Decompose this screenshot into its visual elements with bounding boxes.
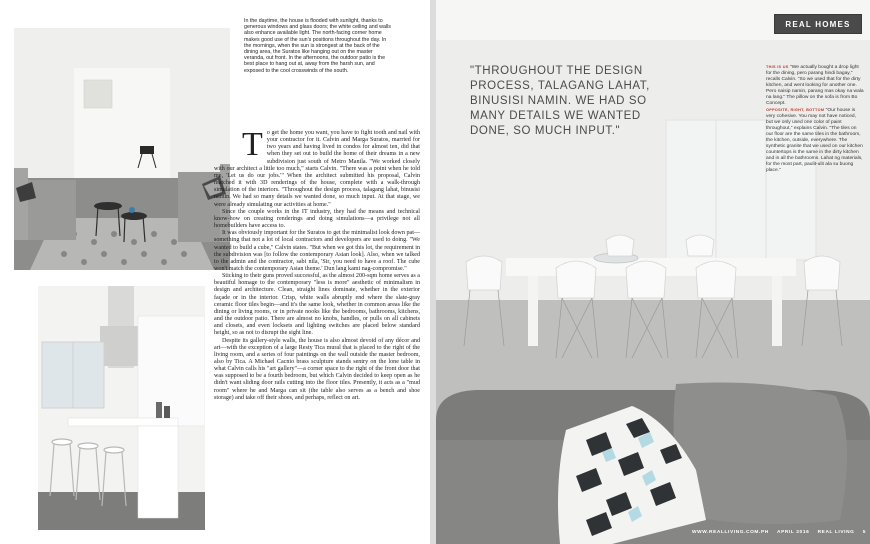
section-tag: REAL HOMES [774, 14, 862, 34]
sidebar-caption [766, 64, 864, 107]
right-page [436, 0, 870, 544]
sidebar-caption-label: THIS IS US [766, 65, 789, 69]
article-body [214, 126, 420, 402]
page-footer [692, 530, 866, 535]
photo-caption: In the daytime, the house is flooded with sunlight, thanks to generous windows and glass doors; the white ceiling and walls also enhance available light. The north-facing corner home makes good use of the sun's positions throughout the day. In the mornings, when the sun is strongest at the back of the dining area, the Suratos like hanging out on the master veranda, out front. In the afternoons, the outdoor patio is the best place to hang out at, away from the harsh sun, and exposed to the cool crosswinds of the south. [244, 18, 391, 74]
article-paragraph [214, 126, 420, 209]
left-page [0, 0, 430, 544]
article-paragraph: Sticking to their guns proved successful, as the almost 200-sqm home serves as a beautiful homage to the contemporary "less is more" aesthetic of minimalism in design and architecture. Clean, straight lines dominate, whether in the exterior façade or in the interior. Crisp, white walls abruptly end where the slate-gray ceramic floor tiles begin—and it's the same look, whether in common areas like the dining or living rooms, or in private nooks like the bedrooms, bathrooms, kitchens, and the outdoor patio. There are almost no knobs, handles, or pulls on all cabinets and closets, and even locksets and lighting switches are placed below standard height, so as not to disrupt the sight line. [214, 273, 420, 337]
article-paragraph: Since the couple works in the IT industry, they had the means and technical know-how on creating renderings and doing simulations—a privilege not all homebuilders have access to. [214, 208, 420, 230]
article-paragraph: It was obviously important for the Suratos to get the minimalist look down pat—something that not a lot of local contractors and developers are used to doing. "We wanted to build a cube," Calvin states. "But when we got this lot, the requirement in the subdivision was [to follow the contemporary Asian look]. Also, when we talked to the admin and the contractor, sabi nila, 'Sir, you need to have a roof. The cube won't match the contemporary Asian theme.' Dun lang kami nag-compromise." [214, 230, 420, 272]
sidebar-caption-label: OPPOSITE, RIGHT, BOTTOM [766, 108, 825, 112]
drop-cap: T [242, 126, 263, 163]
footer-issue: APRIL 2016 [777, 530, 810, 535]
sidebar-caption-text: "Our house is very cohesive. You may not have noticed, but we only used one color of paint throughout," explains Calvin. "The tiles on our floor are the same tiles in the bathroom, the kitchen, outside, everywhere. The synthetic granite that we used on our kitchen countertops is the same in the dirty kitchen and in all the bathrooms. Lahat ng materials, for the most part, paulit-ulit ala su buong place." [766, 108, 863, 173]
article-paragraph-text: o get the home you want, you have to fight tooth and nail with your contractor for it. Calvin and Marga Suratos, married for two years and having lived in condos for almost ten, did that when they set out to build the home of their dreams in a new subdivision just south of Metro Manila. "We worked closely with our architect a little too much," starts Calvin. "There was a point when he told me, 'Let us do our jobs.'" When the architect submitted his proposal, Calvin matched it with 3D renderings of the house, complete with a walk-through simulation of the interiors. "Throughout the design process, talagang lahat, binusisi namin. We had so many details we wanted done, so much input. At that stage, we were already simulating our activities at home." [214, 130, 420, 208]
pull-quote: "THROUGHOUT THE DESIGN PROCESS, TALAGANG LAHAT, BINUSISI NAMIN. WE HAD SO MANY DETAILS WE WANTED DONE, SO MUCH INPUT." [470, 65, 650, 137]
sidebar-caption-text: "We actually bought a drop light for the dining, pero parang hindi bagay," recalls Calvin. "So we used that for the dirty kitchen, and went looking for another one. Pero naisip namin, parang mas okay na wala na lang." The pillow on the sofa is from Bo Concept. [766, 65, 864, 106]
sidebar-captions [766, 64, 864, 174]
living-room-photo [14, 28, 230, 270]
footer-brand: REAL LIVING [817, 530, 855, 535]
article-paragraph: Despite its gallery-style walls, the house is also almost devoid of any décor and art—with the exception of a large Resty Tica mural that is placed to the right of the living room, and a series of four paintings on the wall outside the master bedroom, also by Tica. A Michael Cacnio brass sculpture stands sentry on the lone table in what Calvin calls his "art gallery"—a corner space to the right of the front door that was supposed to be a fourth bedroom, but which Calvin decided to keep open as he didn't want sliding door rails cutting into the floor tiles. Presently, it acts as a "mud room" where he and Marga can sit (the table also serves as a bench and shoe storage) and take off their shoes, and perhaps, reflect on art. [214, 337, 420, 401]
footer-site: WWW.REALLIVING.COM.PH [692, 530, 769, 535]
kitchen-photo [38, 286, 205, 530]
sidebar-caption [766, 107, 864, 174]
page-number: 5 [862, 530, 866, 535]
